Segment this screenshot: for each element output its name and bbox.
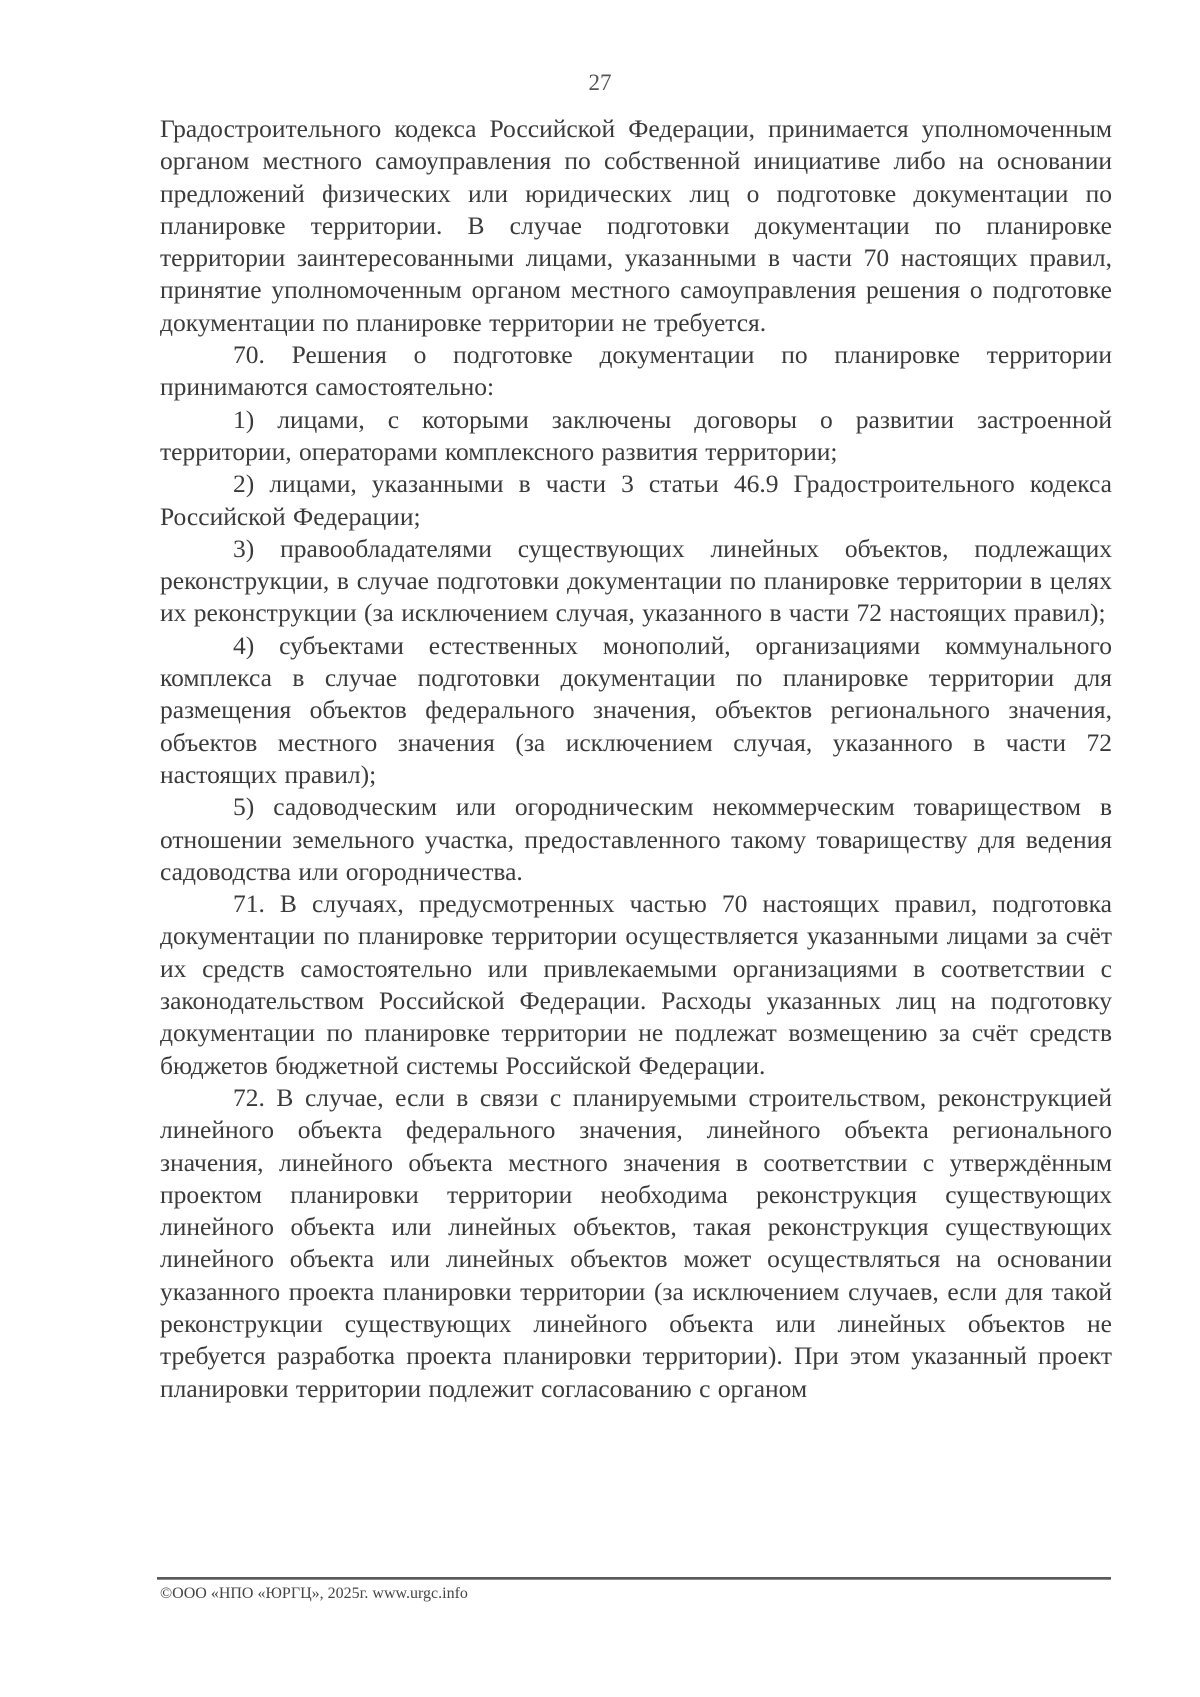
document-body [160, 113, 1112, 1405]
paragraph-clause-72: 72. В случае, если в связи с планируемыми строительством, реконструкцией линейного объекта федерального значения, линейного объекта регионального значения, линейного объекта местного значения в соответствии с утверждённым проектом планировки территории необходима реконструкция существующих линейного объекта или линейных объектов, такая реконструкция существующих линейного объекта или линейных объектов может осуществляться на основании указанного проекта планировки территории (за исключением случаев, если для такой реконструкции существующих линейного объекта или линейных объектов не требуется разработка проекта планировки территории). При этом указанный проект планировки территории подлежит согласованию с органом [160, 1082, 1112, 1403]
list-item-5: 5) садоводческим или огородническим некоммерческим товариществом в отношении земельного участка, предоставленного такому товариществу для ведения садоводства или огородничества. [160, 792, 1112, 886]
footer-copyright: ©ООО «НПО «ЮРГЦ», 2025г. www.urgc.info [160, 1585, 468, 1602]
paragraph-clause-71: 71. В случаях, предусмотренных частью 70 настоящих правил, подготовка документации по планировке территории осуществляется указанными лицами за счёт их средств самостоятельно или привлекаемыми организациями в соответствии с законодательством Российской Федерации. Расходы указанных лиц на подготовку документации по планировке территории не подлежат возмещению за счёт средств бюджетов бюджетной системы Российской Федерации. [160, 889, 1112, 1080]
footer-divider [157, 1577, 1111, 1580]
page-number: 27 [588, 70, 612, 95]
paragraph-continuation: Градостроительного кодекса Российской Федерации, принимается уполномоченным органом местного самоуправления по собственной инициативе либо на основании предложений физических или юридических лиц о подготовке документации по планировке территории. В случае подготовки документации по планировке территории заинтересованными лицами, указанными в части 70 настоящих правил, принятие уполномоченным органом местного самоуправления решения о подготовке документации по планировке территории не требуется. [160, 114, 1112, 337]
list-item-2: 2) лицами, указанными в части 3 статьи 46.9 Градостроительного кодекса Российской Федерации; [160, 469, 1112, 531]
list-item-4: 4) субъектами естественных монополий, организациями коммунального комплекса в случае подготовки документации по планировке территории для размещения объектов федерального значения, объектов регионального значения, объектов местного значения (за исключением случая, указанного в части 72 настоящих правил); [160, 630, 1112, 789]
list-item-1: 1) лицами, с которыми заключены договоры о развитии застроенной территории, операторами комплексного развития территории; [160, 404, 1112, 466]
paragraph-clause-70: 70. Решения о подготовке документации по планировке территории принимаются самостоятельно: [160, 340, 1112, 402]
list-item-3: 3) правообладателями существующих линейных объектов, подлежащих реконструкции, в случае подготовки документации по планировке территории в целях их реконструкции (за исключением случая, указанного в части 72 настоящих правил); [160, 533, 1112, 628]
